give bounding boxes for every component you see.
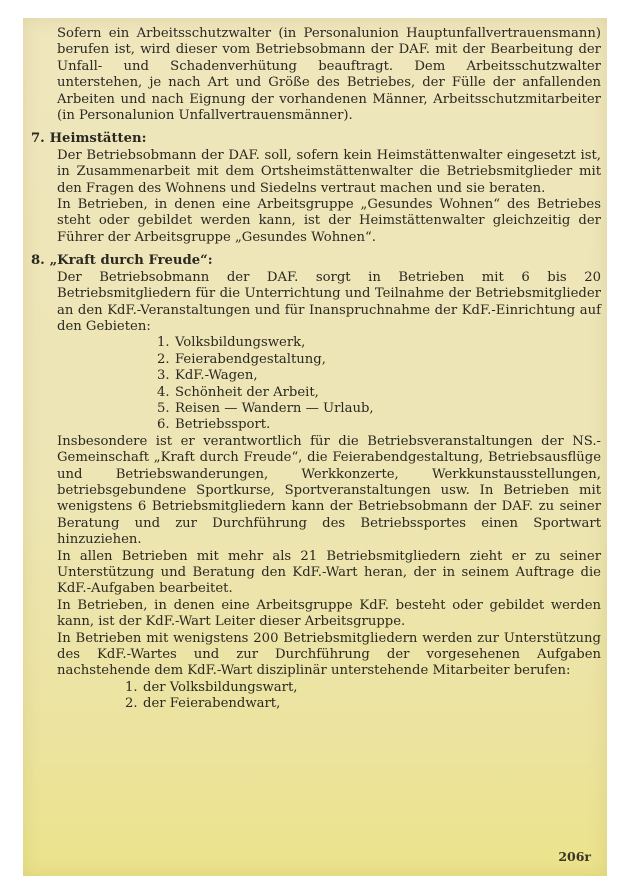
section-8-paragraph-2: Insbesondere ist er verantwortlich für die Betriebsveranstaltungen der NS.-Gemeinschaft „Kraft durch Freude“, die Feierabendgestaltung, Betriebsausflüge und Betriebswanderungen, Werkkonzerte, Werkkunstausstellungen, betriebsgebundene Sportkurse, Sportveranstaltungen usw. In Betrieben mit wenigstens 6 Betriebsmitgliedern kann der Betriebsobmann der DAF. zu seiner Beratung und zur Durchführung des Betriebssportes einen Sportwart hinzuziehen. <box>57 433 601 548</box>
section-8 <box>31 253 601 712</box>
section-7-title: Heimstätten: <box>49 131 147 147</box>
section-8-paragraph-5: In Betrieben mit wenigstens 200 Betriebsmitgliedern werden zur Unterstützung des KdF.-Wartes und zur Durchführung der vorgesehenen Aufgaben nachstehende dem KdF.-Wart disziplinär unterstehende Mitarbeiter berufen: <box>57 630 601 679</box>
page-number: 206r <box>558 849 591 864</box>
section-8-number: 8. <box>31 253 45 269</box>
section-8-paragraph-3: In allen Betrieben mit mehr als 21 Betriebsmitgliedern zieht er zu seiner Unterstützung und Beratung den KdF.-Wart heran, der in seinem Auftrage die KdF.-Aufgaben bearbeitet. <box>57 548 601 597</box>
section-7-paragraph-1: Der Betriebsobmann der DAF. soll, sofern kein Heimstättenwalter eingesetzt ist, in Zusammenarbeit mit dem Ortsheimstättenwalter die Betriebsmitglieder mit den Fragen des Wohnens und Siedelns vertraut machen und sie beraten. <box>57 147 601 196</box>
list-item: 1. der Volksbildungswart, <box>125 679 298 695</box>
section-8-heading <box>31 253 601 269</box>
section-7 <box>31 131 601 246</box>
section-7-heading <box>31 131 601 147</box>
page-content <box>31 26 601 713</box>
kdf-areas-list <box>31 335 601 433</box>
list-item: 3. KdF.-Wagen, <box>157 368 258 384</box>
list-item: 2. der Feierabendwart, <box>125 696 281 712</box>
list-item: 5. Reisen — Wandern — Urlaub, <box>157 400 374 416</box>
list-item: 1. Volksbildungswerk, <box>157 335 306 351</box>
list-item: 6. Betriebssport. <box>157 417 271 433</box>
intro-paragraph: Sofern ein Arbeitsschutzwalter (in Personalunion Hauptunfallvertrauensmann) berufen ist, wird dieser vom Betriebsobmann der DAF. mit der Bearbeitung der Unfall- und Schadenverhütung beauftragt. Dem Arbeitsschutzwalter unterstehen, je nach Art und Größe des Betriebes, der Fülle der anfallenden Arbeiten und nach Eignung der vorhandenen Männer, Arbeitsschutzmitarbeiter (in Personalunion Unfallvertrauensmänner). <box>57 26 601 124</box>
kdf-staff-list <box>31 680 601 713</box>
section-7-paragraph-2: In Betrieben, in denen eine Arbeitsgruppe „Gesundes Wohnen“ des Betriebes steht oder gebildet werden kann, ist der Heimstättenwalter gleichzeitig der Führer der Arbeitsgruppe „Gesundes Wohnen“. <box>57 197 601 245</box>
list-item: 2. Feierabendgestaltung, <box>157 351 326 367</box>
section-8-paragraph-1: Der Betriebsobmann der DAF. sorgt in Betrieben mit 6 bis 20 Betriebsmitgliedern für die Unterrichtung und Teilnahme der Betriebsmitglieder an den KdF.-Veranstaltungen und für Inanspruchnahme der KdF.-Einrichtung auf den Gebieten: <box>57 269 601 334</box>
section-8-paragraph-4: In Betrieben, in denen eine Arbeitsgruppe KdF. besteht oder gebildet werden kann, ist der KdF.-Wart Leiter dieser Arbeitsgruppe. <box>57 597 601 630</box>
intro-block <box>31 26 601 124</box>
section-8-title: „Kraft durch Freude“: <box>49 253 213 269</box>
list-item: 4. Schönheit der Arbeit, <box>157 384 319 400</box>
section-7-number: 7. <box>31 131 45 147</box>
document-page <box>23 18 607 876</box>
